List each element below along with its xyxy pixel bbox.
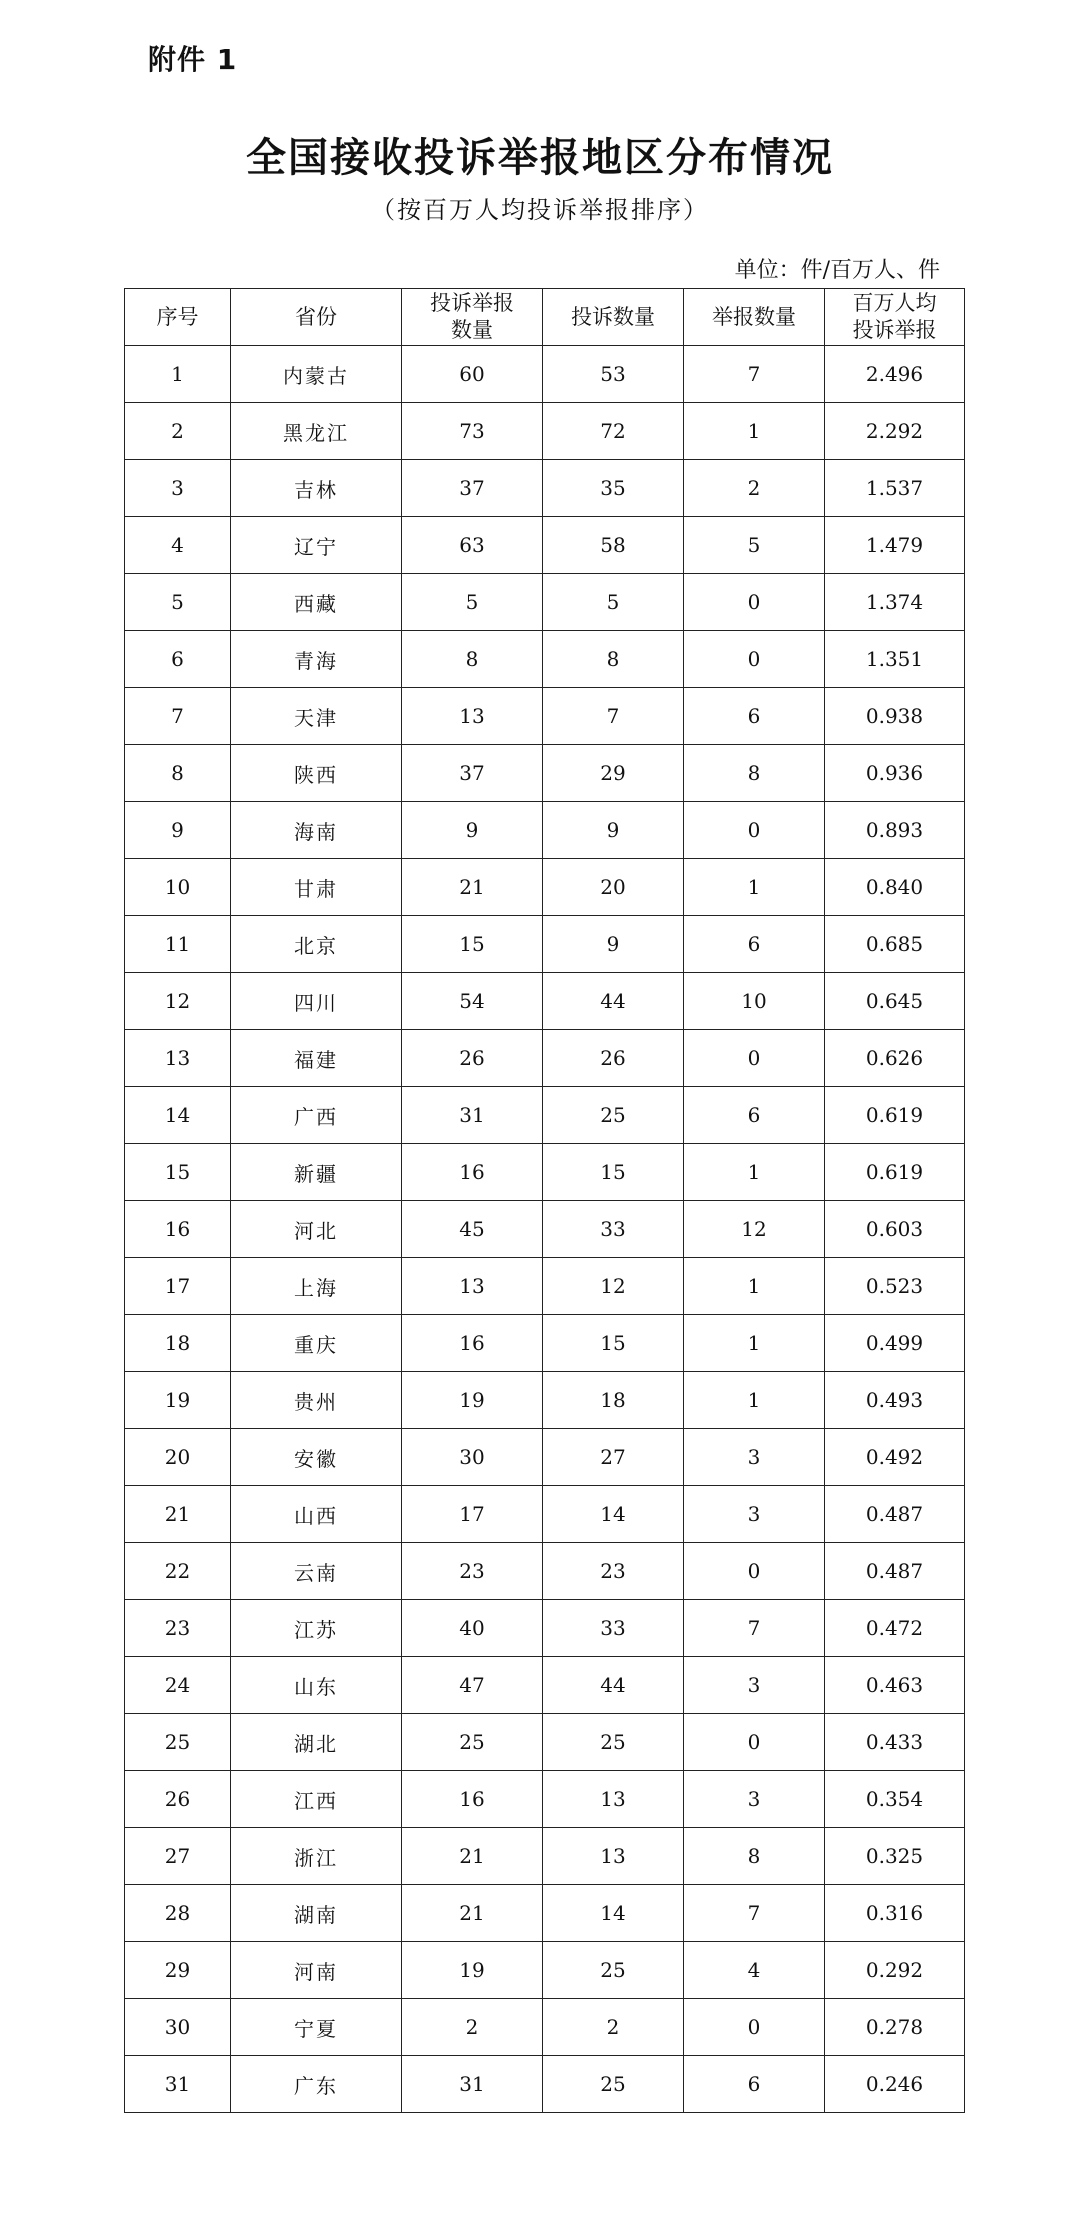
cell-reports: 3 bbox=[684, 1486, 825, 1543]
cell-province: 四川 bbox=[231, 973, 402, 1030]
cell-reports: 1 bbox=[684, 1372, 825, 1429]
cell-seq: 25 bbox=[125, 1714, 231, 1771]
cell-province: 青海 bbox=[231, 631, 402, 688]
cell-complaints: 12 bbox=[543, 1258, 684, 1315]
cell-per-million: 1.374 bbox=[825, 574, 965, 631]
cell-total: 54 bbox=[402, 973, 543, 1030]
cell-seq: 9 bbox=[125, 802, 231, 859]
cell-per-million: 0.619 bbox=[825, 1087, 965, 1144]
cell-reports: 8 bbox=[684, 745, 825, 802]
cell-per-million: 0.938 bbox=[825, 688, 965, 745]
cell-reports: 10 bbox=[684, 973, 825, 1030]
cell-province: 广东 bbox=[231, 2056, 402, 2113]
cell-complaints: 15 bbox=[543, 1144, 684, 1201]
cell-total: 8 bbox=[402, 631, 543, 688]
cell-complaints: 9 bbox=[543, 802, 684, 859]
cell-reports: 8 bbox=[684, 1828, 825, 1885]
table-row bbox=[125, 1486, 965, 1543]
cell-total: 21 bbox=[402, 1828, 543, 1885]
cell-per-million: 0.645 bbox=[825, 973, 965, 1030]
cell-total: 23 bbox=[402, 1543, 543, 1600]
cell-reports: 0 bbox=[684, 1030, 825, 1087]
table-row bbox=[125, 1429, 965, 1486]
cell-seq: 13 bbox=[125, 1030, 231, 1087]
cell-reports: 6 bbox=[684, 1087, 825, 1144]
cell-total: 19 bbox=[402, 1942, 543, 1999]
cell-reports: 1 bbox=[684, 1144, 825, 1201]
document-subtitle: （按百万人均投诉举报排序） bbox=[371, 196, 709, 224]
table-row bbox=[125, 1600, 965, 1657]
cell-total: 25 bbox=[402, 1714, 543, 1771]
cell-seq: 21 bbox=[125, 1486, 231, 1543]
cell-reports: 1 bbox=[684, 859, 825, 916]
cell-seq: 4 bbox=[125, 517, 231, 574]
cell-complaints: 25 bbox=[543, 1087, 684, 1144]
cell-per-million: 0.492 bbox=[825, 1429, 965, 1486]
cell-seq: 7 bbox=[125, 688, 231, 745]
cell-seq: 26 bbox=[125, 1771, 231, 1828]
header-total-line1: 投诉举报 bbox=[430, 291, 514, 315]
cell-per-million: 1.537 bbox=[825, 460, 965, 517]
document-title: 全国接收投诉举报地区分布情况 bbox=[246, 134, 834, 181]
cell-complaints: 33 bbox=[543, 1201, 684, 1258]
cell-province: 江苏 bbox=[231, 1600, 402, 1657]
table-row bbox=[125, 1030, 965, 1087]
cell-per-million: 0.685 bbox=[825, 916, 965, 973]
cell-complaints: 7 bbox=[543, 688, 684, 745]
cell-complaints: 29 bbox=[543, 745, 684, 802]
cell-reports: 0 bbox=[684, 802, 825, 859]
cell-total: 16 bbox=[402, 1315, 543, 1372]
cell-province: 贵州 bbox=[231, 1372, 402, 1429]
cell-province: 天津 bbox=[231, 688, 402, 745]
cell-reports: 3 bbox=[684, 1771, 825, 1828]
cell-complaints: 15 bbox=[543, 1315, 684, 1372]
header-total-line2: 数量 bbox=[451, 318, 493, 342]
table-row bbox=[125, 1999, 965, 2056]
cell-per-million: 2.496 bbox=[825, 346, 965, 403]
cell-complaints: 44 bbox=[543, 1657, 684, 1714]
cell-complaints: 23 bbox=[543, 1543, 684, 1600]
cell-complaints: 14 bbox=[543, 1885, 684, 1942]
cell-per-million: 0.603 bbox=[825, 1201, 965, 1258]
cell-total: 63 bbox=[402, 517, 543, 574]
table-row bbox=[125, 973, 965, 1030]
cell-per-million: 0.354 bbox=[825, 1771, 965, 1828]
cell-province: 山西 bbox=[231, 1486, 402, 1543]
cell-complaints: 20 bbox=[543, 859, 684, 916]
cell-seq: 12 bbox=[125, 973, 231, 1030]
cell-reports: 12 bbox=[684, 1201, 825, 1258]
cell-reports: 6 bbox=[684, 916, 825, 973]
table-row bbox=[125, 631, 965, 688]
cell-province: 西藏 bbox=[231, 574, 402, 631]
cell-total: 2 bbox=[402, 1999, 543, 2056]
cell-seq: 19 bbox=[125, 1372, 231, 1429]
cell-per-million: 0.626 bbox=[825, 1030, 965, 1087]
table-row bbox=[125, 688, 965, 745]
cell-province: 山东 bbox=[231, 1657, 402, 1714]
cell-reports: 0 bbox=[684, 1714, 825, 1771]
cell-total: 21 bbox=[402, 859, 543, 916]
cell-total: 37 bbox=[402, 460, 543, 517]
table-row bbox=[125, 1885, 965, 1942]
table-row bbox=[125, 1942, 965, 1999]
header-province: 省份 bbox=[231, 289, 402, 346]
cell-per-million: 0.487 bbox=[825, 1486, 965, 1543]
cell-seq: 18 bbox=[125, 1315, 231, 1372]
cell-seq: 8 bbox=[125, 745, 231, 802]
cell-per-million: 0.316 bbox=[825, 1885, 965, 1942]
cell-province: 黑龙江 bbox=[231, 403, 402, 460]
table-row bbox=[125, 1087, 965, 1144]
cell-reports: 0 bbox=[684, 574, 825, 631]
table-row bbox=[125, 745, 965, 802]
cell-province: 海南 bbox=[231, 802, 402, 859]
cell-province: 浙江 bbox=[231, 1828, 402, 1885]
table-row bbox=[125, 403, 965, 460]
cell-reports: 7 bbox=[684, 1600, 825, 1657]
cell-per-million: 0.325 bbox=[825, 1828, 965, 1885]
cell-seq: 24 bbox=[125, 1657, 231, 1714]
cell-total: 26 bbox=[402, 1030, 543, 1087]
cell-per-million: 0.619 bbox=[825, 1144, 965, 1201]
cell-per-million: 0.292 bbox=[825, 1942, 965, 1999]
cell-total: 31 bbox=[402, 2056, 543, 2113]
cell-reports: 3 bbox=[684, 1429, 825, 1486]
cell-complaints: 25 bbox=[543, 1714, 684, 1771]
header-per-million-line1: 百万人均 bbox=[852, 291, 937, 315]
cell-province: 吉林 bbox=[231, 460, 402, 517]
cell-seq: 5 bbox=[125, 574, 231, 631]
cell-province: 湖北 bbox=[231, 1714, 402, 1771]
cell-reports: 3 bbox=[684, 1657, 825, 1714]
cell-province: 江西 bbox=[231, 1771, 402, 1828]
cell-complaints: 58 bbox=[543, 517, 684, 574]
cell-reports: 0 bbox=[684, 1999, 825, 2056]
cell-province: 北京 bbox=[231, 916, 402, 973]
cell-seq: 15 bbox=[125, 1144, 231, 1201]
cell-per-million: 0.499 bbox=[825, 1315, 965, 1372]
header-complaints: 投诉数量 bbox=[543, 289, 684, 346]
cell-reports: 1 bbox=[684, 403, 825, 460]
table-row bbox=[125, 1657, 965, 1714]
cell-total: 17 bbox=[402, 1486, 543, 1543]
cell-province: 宁夏 bbox=[231, 1999, 402, 2056]
cell-complaints: 2 bbox=[543, 1999, 684, 2056]
cell-total: 37 bbox=[402, 745, 543, 802]
cell-total: 16 bbox=[402, 1771, 543, 1828]
cell-seq: 27 bbox=[125, 1828, 231, 1885]
cell-per-million: 0.246 bbox=[825, 2056, 965, 2113]
cell-seq: 28 bbox=[125, 1885, 231, 1942]
cell-province: 上海 bbox=[231, 1258, 402, 1315]
cell-per-million: 0.493 bbox=[825, 1372, 965, 1429]
table-header-row bbox=[125, 289, 965, 346]
cell-reports: 1 bbox=[684, 1258, 825, 1315]
cell-province: 内蒙古 bbox=[231, 346, 402, 403]
cell-complaints: 33 bbox=[543, 1600, 684, 1657]
cell-per-million: 0.472 bbox=[825, 1600, 965, 1657]
cell-complaints: 5 bbox=[543, 574, 684, 631]
cell-total: 16 bbox=[402, 1144, 543, 1201]
cell-complaints: 25 bbox=[543, 2056, 684, 2113]
cell-complaints: 9 bbox=[543, 916, 684, 973]
cell-seq: 10 bbox=[125, 859, 231, 916]
cell-reports: 5 bbox=[684, 517, 825, 574]
cell-seq: 3 bbox=[125, 460, 231, 517]
cell-reports: 6 bbox=[684, 688, 825, 745]
table-row bbox=[125, 460, 965, 517]
header-total bbox=[402, 289, 543, 346]
complaint-distribution-table bbox=[124, 288, 965, 2113]
cell-province: 安徽 bbox=[231, 1429, 402, 1486]
cell-per-million: 0.487 bbox=[825, 1543, 965, 1600]
cell-per-million: 2.292 bbox=[825, 403, 965, 460]
cell-per-million: 0.840 bbox=[825, 859, 965, 916]
table-row bbox=[125, 2056, 965, 2113]
unit-note: 单位：件/百万人、件 bbox=[734, 258, 940, 283]
cell-total: 13 bbox=[402, 1258, 543, 1315]
cell-seq: 6 bbox=[125, 631, 231, 688]
cell-total: 5 bbox=[402, 574, 543, 631]
table-row bbox=[125, 517, 965, 574]
cell-total: 40 bbox=[402, 1600, 543, 1657]
cell-province: 重庆 bbox=[231, 1315, 402, 1372]
cell-seq: 14 bbox=[125, 1087, 231, 1144]
cell-per-million: 0.936 bbox=[825, 745, 965, 802]
cell-complaints: 44 bbox=[543, 973, 684, 1030]
header-seq: 序号 bbox=[125, 289, 231, 346]
cell-seq: 23 bbox=[125, 1600, 231, 1657]
cell-reports: 6 bbox=[684, 2056, 825, 2113]
table-row bbox=[125, 574, 965, 631]
cell-complaints: 53 bbox=[543, 346, 684, 403]
cell-total: 13 bbox=[402, 688, 543, 745]
cell-total: 60 bbox=[402, 346, 543, 403]
cell-seq: 30 bbox=[125, 1999, 231, 2056]
cell-total: 15 bbox=[402, 916, 543, 973]
cell-per-million: 0.523 bbox=[825, 1258, 965, 1315]
cell-complaints: 8 bbox=[543, 631, 684, 688]
cell-seq: 29 bbox=[125, 1942, 231, 1999]
attachment-label: 附件 1 bbox=[148, 43, 238, 76]
cell-per-million: 0.433 bbox=[825, 1714, 965, 1771]
cell-total: 30 bbox=[402, 1429, 543, 1486]
cell-complaints: 25 bbox=[543, 1942, 684, 1999]
cell-province: 河南 bbox=[231, 1942, 402, 1999]
table-row bbox=[125, 346, 965, 403]
cell-province: 湖南 bbox=[231, 1885, 402, 1942]
cell-province: 陕西 bbox=[231, 745, 402, 802]
cell-complaints: 13 bbox=[543, 1828, 684, 1885]
cell-complaints: 18 bbox=[543, 1372, 684, 1429]
header-per-million bbox=[825, 289, 965, 346]
cell-complaints: 27 bbox=[543, 1429, 684, 1486]
cell-total: 73 bbox=[402, 403, 543, 460]
table-row bbox=[125, 916, 965, 973]
cell-province: 云南 bbox=[231, 1543, 402, 1600]
cell-province: 河北 bbox=[231, 1201, 402, 1258]
cell-total: 47 bbox=[402, 1657, 543, 1714]
cell-seq: 31 bbox=[125, 2056, 231, 2113]
cell-province: 辽宁 bbox=[231, 517, 402, 574]
cell-total: 45 bbox=[402, 1201, 543, 1258]
cell-total: 9 bbox=[402, 802, 543, 859]
table-row bbox=[125, 1828, 965, 1885]
cell-reports: 7 bbox=[684, 1885, 825, 1942]
table-row bbox=[125, 859, 965, 916]
cell-province: 广西 bbox=[231, 1087, 402, 1144]
table-row bbox=[125, 1771, 965, 1828]
table-body bbox=[125, 346, 965, 2113]
cell-reports: 2 bbox=[684, 460, 825, 517]
cell-complaints: 14 bbox=[543, 1486, 684, 1543]
cell-reports: 0 bbox=[684, 631, 825, 688]
cell-reports: 7 bbox=[684, 346, 825, 403]
cell-province: 新疆 bbox=[231, 1144, 402, 1201]
cell-seq: 17 bbox=[125, 1258, 231, 1315]
cell-province: 甘肃 bbox=[231, 859, 402, 916]
table-row bbox=[125, 1144, 965, 1201]
cell-per-million: 0.463 bbox=[825, 1657, 965, 1714]
cell-seq: 2 bbox=[125, 403, 231, 460]
cell-complaints: 72 bbox=[543, 403, 684, 460]
cell-per-million: 0.278 bbox=[825, 1999, 965, 2056]
table-row bbox=[125, 1201, 965, 1258]
cell-seq: 20 bbox=[125, 1429, 231, 1486]
cell-seq: 16 bbox=[125, 1201, 231, 1258]
cell-complaints: 35 bbox=[543, 460, 684, 517]
cell-total: 31 bbox=[402, 1087, 543, 1144]
header-per-million-line2: 投诉举报 bbox=[852, 318, 937, 342]
cell-seq: 22 bbox=[125, 1543, 231, 1600]
cell-total: 21 bbox=[402, 1885, 543, 1942]
cell-reports: 1 bbox=[684, 1315, 825, 1372]
cell-complaints: 26 bbox=[543, 1030, 684, 1087]
cell-complaints: 13 bbox=[543, 1771, 684, 1828]
cell-per-million: 1.479 bbox=[825, 517, 965, 574]
cell-seq: 11 bbox=[125, 916, 231, 973]
cell-per-million: 0.893 bbox=[825, 802, 965, 859]
table-row bbox=[125, 1372, 965, 1429]
cell-reports: 4 bbox=[684, 1942, 825, 1999]
cell-seq: 1 bbox=[125, 346, 231, 403]
table-row bbox=[125, 1543, 965, 1600]
cell-per-million: 1.351 bbox=[825, 631, 965, 688]
table-row bbox=[125, 1315, 965, 1372]
cell-total: 19 bbox=[402, 1372, 543, 1429]
table-row bbox=[125, 1714, 965, 1771]
header-reports: 举报数量 bbox=[684, 289, 825, 346]
cell-reports: 0 bbox=[684, 1543, 825, 1600]
table-row bbox=[125, 802, 965, 859]
cell-province: 福建 bbox=[231, 1030, 402, 1087]
table-row bbox=[125, 1258, 965, 1315]
